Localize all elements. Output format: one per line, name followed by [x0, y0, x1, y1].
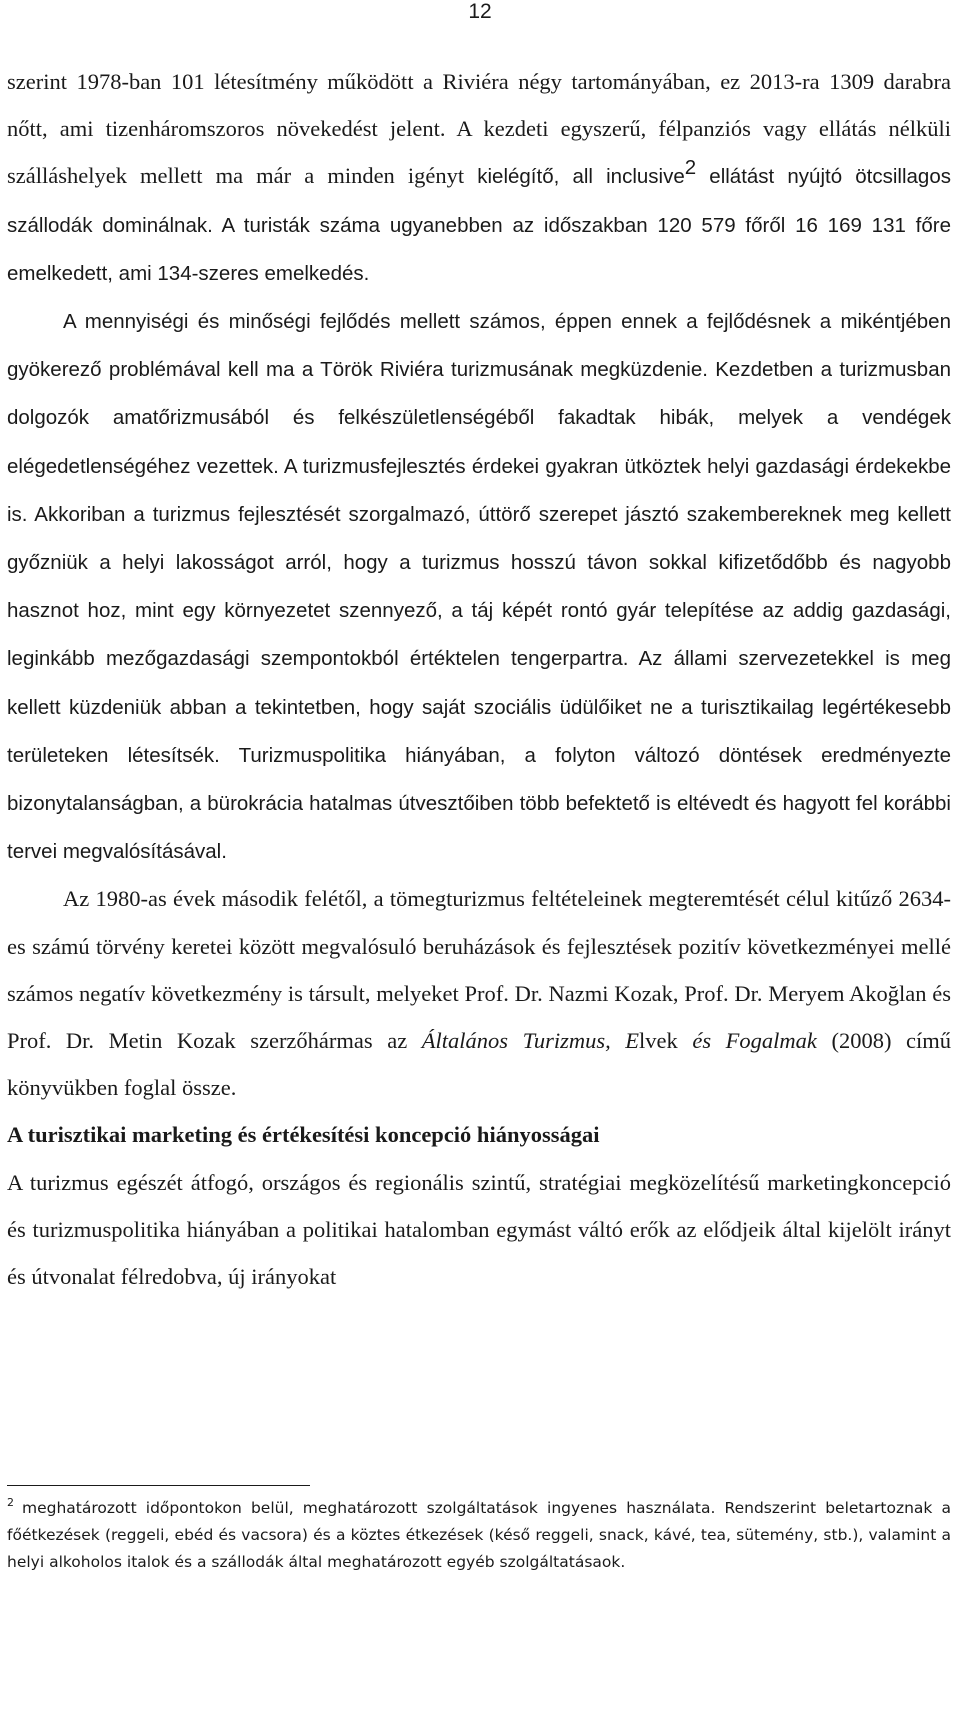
footnote-mark: 2 [7, 1496, 14, 1509]
paragraph-2-part-b: jében gyökerező problémával kell ma a Török Riviéra turizmusának megküzdenie. Kezdetben a turizmusban dolgozók amatőrizmusából és felkészületlenségéből fakadtak hibák, melyek a vendégek elégedetlenségéhez vezettek. A turizmusfejlesztés érdekei gyakran ütköztek helyi gazdasági érdekekbe is. Akkoriban a turizmus fejlesztését szorgalmazó, úttörő szerepet jásztó szakembereknek meg kellett győzniük a helyi lakosságot arról, hogy a turizmus hosszú távon sokkal kifizetődőbb és nagyobb hasznot hoz, mint egy környezetet szennyező, a táj képét rontó gyár telepítése az addig gazdasági, leginkább mezőgazdasági szempontokból értéktelen tengerpartra. Az állami szervezetekkel is meg kellett küzdeniük abban a tekintetben, hogy saját szociális üdülőiket ne a turisztikailag legértékesebb területeken létesítsék. Turizmuspolitika hiányában, a folyton változó döntések eredményezte bizonytalanságban, a bürokrácia hatalmas útvesztőiben több befektető is eltévedt és hagyott fel korábbi tervei megvalósításával. [7, 310, 951, 864]
paragraph-2-part-a: A mennyiségi és minőségi fejlődés mellett számos, éppen ennek a fejlődésnek a miként [63, 310, 901, 334]
footnote-separator [7, 1485, 310, 1486]
book-title-part-2: lvek [639, 1028, 678, 1054]
paragraph-1-part-c: ellátást nyújtó ötcsillagos szállodák dominálnak. A turisták száma ugyanebben az időszakban 120 579 főről 16 169 131 főre emelkedett, ami 134-szeres emelkedés. [7, 165, 951, 285]
footnote-text: meghatározott időpontokon belül, meghatározott szolgáltatások ingyenes használata. Rendszerint beletartoznak a főétkezések (reggeli, ebéd és vacsora) és a köztes étkezések (késő reggeli, snack, kávé, tea, sütemény, stb.), valamint a helyi alkoholos italok és a szállodák által meghatározott egyéb szolgáltatásaok. [7, 1499, 951, 1571]
paragraph-4: A turizmus egészét átfogó, országos és regionális szintű, stratégiai megközelítésű marketingkoncepció és turizmuspolitika hiányában a politikai hatalomban egymást váltó erők az elődjeik által kijelölt irányt és útvonalat félredobva, új irányokat [7, 1169, 951, 1290]
footnote-reference: 2 [684, 156, 697, 180]
paragraph-1-part-b: kielégítő, all inclusive [477, 165, 685, 189]
book-title-part-1: Általános Turizmus, E [421, 1028, 640, 1054]
book-title-part-3: és Fogalmak [677, 1028, 817, 1054]
page-body [7, 58, 951, 1300]
paragraph-3-part-e: (2008) című könyvükben foglal össze. [7, 1028, 952, 1101]
paragraph-2 [7, 297, 951, 875]
paragraph-1-part-a: szerint 1978-ban 101 létesítmény működött a Riviéra négy tartományában, ez 2013-ra 1309 darabra nőtt, ami tizenháromszoros növekedést jelent. A kezdeti egyszerű, félpanziós vagy ellátás nélküli szálláshelyek mellett ma már a minden igényt [7, 69, 951, 189]
section-heading: A turisztikai marketing és értékesítési koncepció hiányosságai [7, 1122, 600, 1148]
paragraph-3 [7, 875, 951, 1111]
paragraph-1 [7, 58, 951, 297]
footnote [7, 1495, 951, 1576]
page-number: 12 [468, 0, 492, 23]
paragraph-3-part-a: Az 1980-as évek második felétől, a tömegturizmus feltételeinek megteremtését célul kitűző 2634-es számú törvény keretei között megvalósuló beruházások és fejlesztések pozitív következményei mellé számos negatív következmény is társult, melyeket Prof. Dr. Nazmi Kozak, Prof. Dr. Meryem Akoğlan és Prof. Dr. Metin Kozak szerzőhármas az [7, 886, 951, 1054]
